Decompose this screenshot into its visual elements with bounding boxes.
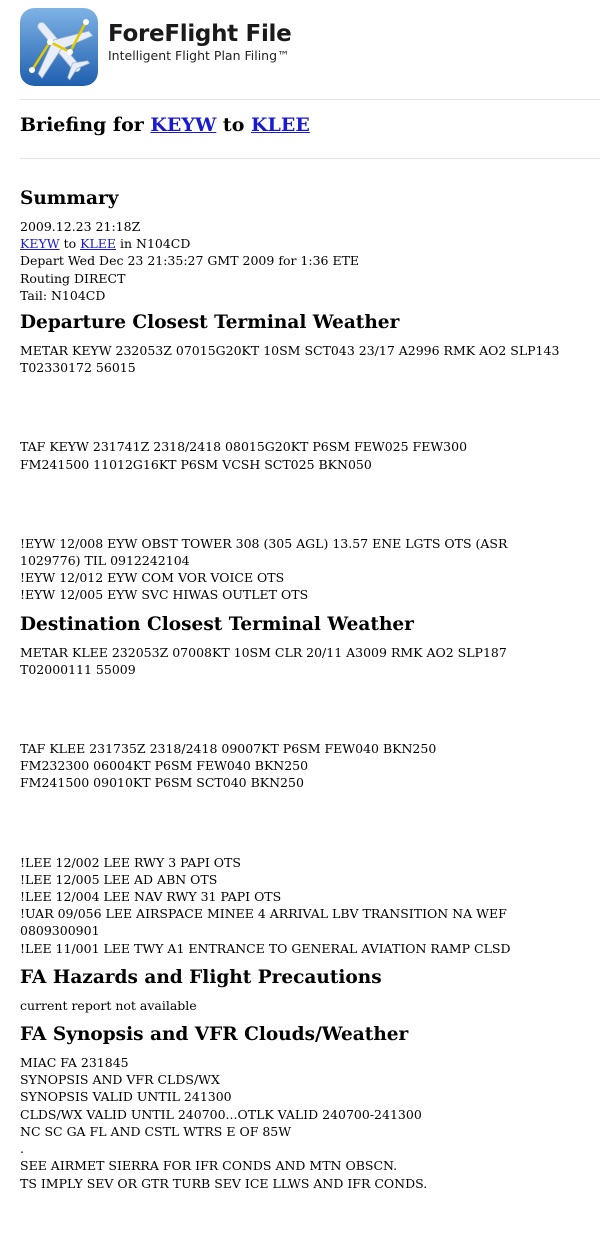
summary-route bbox=[20, 235, 590, 252]
destination-metar: METAR KLEE 232053Z 07008KT 10SM CLR 20/11 A3009 RMK AO2 SLP187 T02000111 55009 bbox=[20, 644, 507, 677]
summary-destination-link[interactable]: KLEE bbox=[80, 236, 116, 252]
foreflight-logo-icon bbox=[20, 8, 98, 86]
hazards-text: current report not available bbox=[20, 997, 197, 1013]
brand-title: ForeFlight File bbox=[108, 21, 292, 47]
brand bbox=[108, 20, 291, 64]
hazards-heading: FA Hazards and Flight Precautions bbox=[20, 966, 382, 988]
synopsis-section bbox=[20, 1022, 590, 1192]
app-header bbox=[0, 0, 600, 100]
departure-weather-section bbox=[20, 310, 590, 604]
summary-route-suffix: in N104CD bbox=[119, 236, 191, 252]
briefing-content bbox=[20, 186, 590, 1204]
destination-notams: !LEE 12/002 LEE RWY 3 PAPI OTS !LEE 12/005 LEE AD ABN OTS !LEE 12/004 LEE NAV RWY 31 PAPI OTS !UAR 09/056 LEE AIRSPACE MINEE 4 ARRIVAL LBV TRANSITION NA WEF 0809300901 !LEE 11/001 LEE TWY A1 ENTRANCE TO GENERAL AVIATION RAMP CLSD bbox=[20, 854, 511, 956]
briefing-prefix: Briefing for bbox=[20, 114, 144, 136]
origin-airport-link[interactable]: KEYW bbox=[150, 114, 217, 136]
destination-taf: TAF KLEE 231735Z 2318/2418 09007KT P6SM FEW040 BKN250 FM232300 06004KT P6SM FEW040 BKN250 FM241500 09010KT P6SM SCT040 BKN250 bbox=[20, 741, 437, 791]
departure-heading: Departure Closest Terminal Weather bbox=[20, 312, 400, 334]
synopsis-text: MIAC FA 231845 SYNOPSIS AND VFR CLDS/WX SYNOPSIS VALID UNTIL 241300 CLDS/WX VALID UNTIL 240700...OTLK VALID 240700-241300 NC SC GA FL AND CSTL WTRS E OF 85W . SEE AIRMET SIERRA FOR IFR CONDS AND MTN OBSCN. TS IMPLY SEV OR GTR TURB SEV ICE LLWS AND IFR CONDS. bbox=[20, 1055, 428, 1191]
summary-section bbox=[20, 186, 590, 304]
summary-route-to-word: to bbox=[63, 236, 77, 252]
summary-depart: Depart Wed Dec 23 21:35:27 GMT 2009 for 1:36 ETE bbox=[20, 253, 360, 269]
destination-airport-link[interactable]: KLEE bbox=[251, 114, 310, 136]
destination-weather-section bbox=[20, 612, 590, 957]
destination-heading: Destination Closest Terminal Weather bbox=[20, 613, 414, 635]
synopsis-heading: FA Synopsis and VFR Clouds/Weather bbox=[20, 1024, 409, 1046]
summary-origin-link[interactable]: KEYW bbox=[20, 236, 60, 252]
summary-heading: Summary bbox=[20, 188, 119, 209]
briefing-to-word: to bbox=[222, 114, 245, 136]
hazards-section bbox=[20, 965, 590, 1014]
departure-metar: METAR KEYW 232053Z 07015G20KT 10SM SCT043 23/17 A2996 RMK AO2 SLP143 T02330172 56015 bbox=[20, 343, 560, 376]
divider bbox=[20, 99, 600, 100]
briefing-title bbox=[20, 114, 310, 136]
summary-tail: Tail: N104CD bbox=[20, 287, 106, 303]
brand-subtitle: Intelligent Flight Plan Filing™ bbox=[108, 48, 290, 63]
departure-notams: !EYW 12/008 EYW OBST TOWER 308 (305 AGL) 13.57 ENE LGTS OTS (ASR 1029776) TIL 0912242104 !EYW 12/012 EYW COM VOR VOICE OTS !EYW 12/005 EYW SVC HIWAS OUTLET OTS bbox=[20, 535, 508, 603]
summary-timestamp: 2009.12.23 21:18Z bbox=[20, 219, 141, 234]
summary-routing: Routing DIRECT bbox=[20, 270, 126, 286]
departure-taf: TAF KEYW 231741Z 2318/2418 08015G20KT P6SM FEW025 FEW300 FM241500 11012G16KT P6SM VCSH SCT025 BKN050 bbox=[20, 439, 468, 472]
divider bbox=[20, 158, 600, 159]
